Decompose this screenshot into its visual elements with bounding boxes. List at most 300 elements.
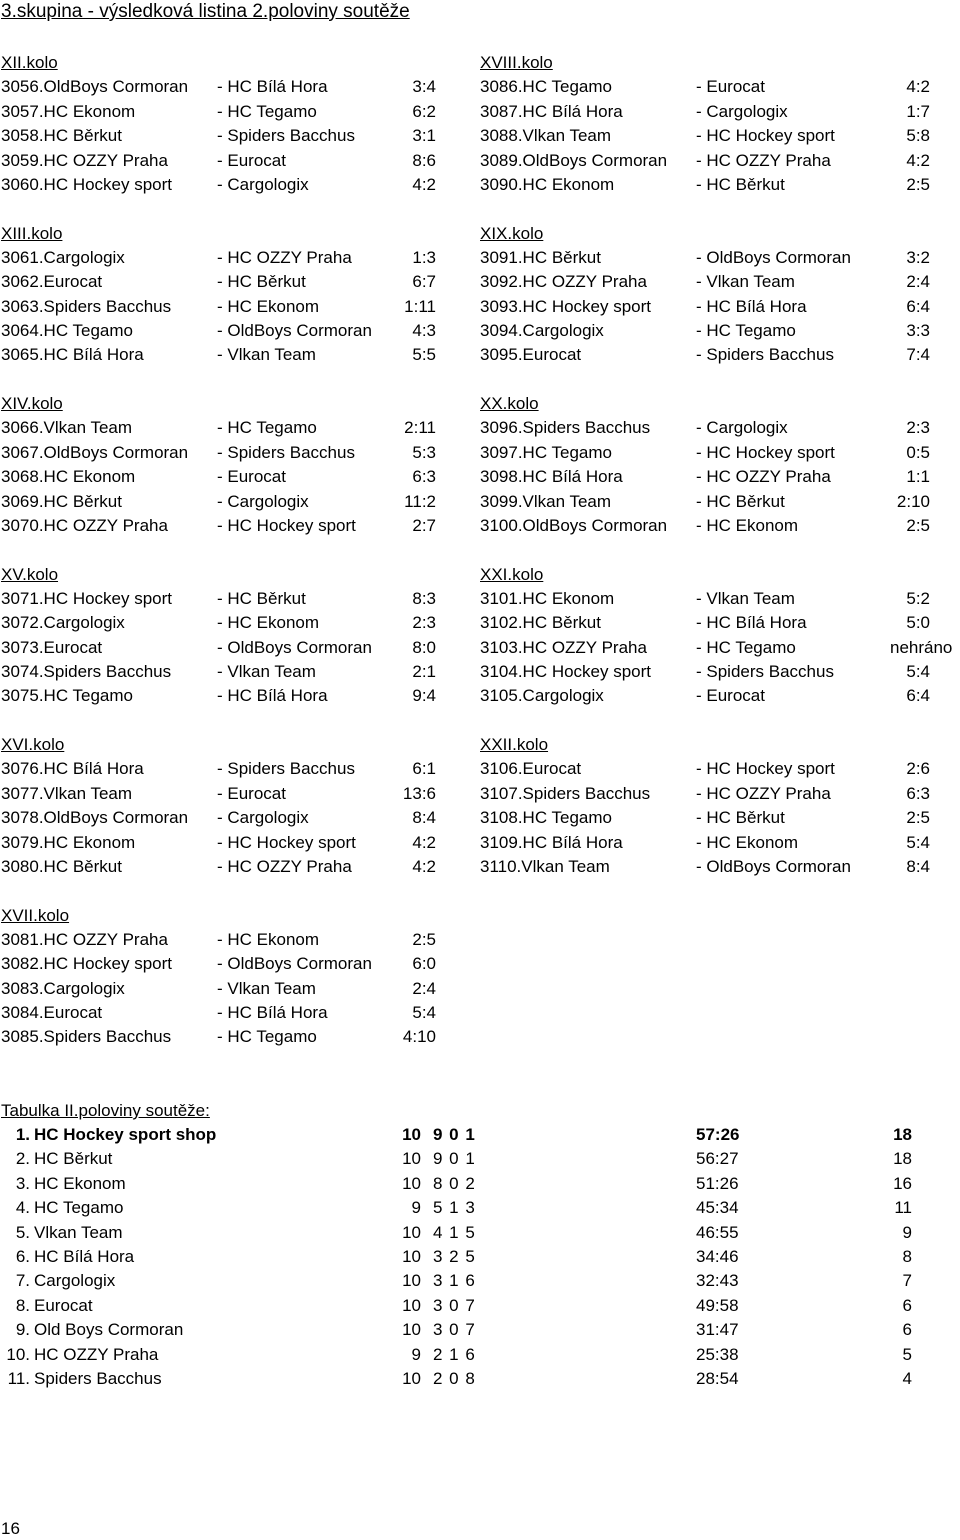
- team-name: HC Běrkut: [34, 1149, 113, 1169]
- round-xviii: [480, 51, 960, 197]
- match-row: [480, 490, 960, 514]
- standings-row: [0, 1318, 960, 1342]
- match-row: [480, 441, 960, 465]
- games-played: 10: [402, 1368, 421, 1388]
- away-team: - OldBoys Cormoran: [217, 637, 372, 657]
- match-row: [480, 75, 960, 99]
- match-row: [480, 636, 960, 660]
- goal-score: 49:58: [696, 1295, 739, 1315]
- match-row: [1, 1025, 471, 1049]
- match-row: [480, 465, 960, 489]
- match-score: 8:4: [906, 856, 930, 876]
- away-team: - Vlkan Team: [696, 588, 795, 608]
- match-score: 6:7: [412, 272, 436, 292]
- match-row: [1, 490, 471, 514]
- home-team: 3102.HC Běrkut: [480, 613, 601, 633]
- points: 7: [902, 1271, 912, 1291]
- games-played: 9: [411, 1344, 421, 1364]
- position: 2.: [15, 1149, 30, 1169]
- match-score: 2:7: [412, 515, 436, 535]
- match-row: [1, 441, 471, 465]
- home-team: 3106.Eurocat: [480, 759, 582, 779]
- win-draw-loss: 3 0 7: [433, 1295, 475, 1315]
- home-team: 3105.Cargologix: [480, 686, 604, 706]
- round-xx: [480, 392, 960, 538]
- match-score: 5:4: [412, 1003, 436, 1023]
- match-score: 8:6: [412, 150, 436, 170]
- position: 4.: [15, 1198, 30, 1218]
- away-team: - HC OZZY Praha: [696, 783, 831, 803]
- match-score: 1:11: [404, 296, 436, 316]
- match-score: 3:1: [412, 126, 436, 146]
- away-team: - HC Bílá Hora: [696, 296, 807, 316]
- standings-row: [0, 1294, 960, 1318]
- away-team: - HC Tegamo: [696, 321, 796, 341]
- points: 9: [902, 1222, 912, 1242]
- standings-row: [0, 1245, 960, 1269]
- match-row: [1, 416, 471, 440]
- home-team: 3109.HC Bílá Hora: [480, 832, 623, 852]
- team-name: HC Hockey sport shop: [34, 1125, 217, 1144]
- match-score: 8:3: [412, 588, 436, 608]
- home-team: 3094.Cargologix: [480, 321, 604, 341]
- away-team: - HC OZZY Praha: [217, 856, 352, 876]
- goal-score: 56:27: [696, 1149, 739, 1169]
- round-xvi: [1, 733, 471, 879]
- home-team: 3063.Spiders Bacchus: [1, 296, 172, 316]
- away-team: - HC Běrkut: [696, 491, 785, 511]
- home-team: 3062.Eurocat: [1, 272, 103, 292]
- away-team: - HC Tegamo: [696, 637, 796, 657]
- away-team: - HC Ekonom: [217, 929, 320, 949]
- home-team: 3081.HC OZZY Praha: [1, 929, 168, 949]
- match-row: [1, 100, 471, 124]
- match-row: [480, 757, 960, 781]
- match-row: [480, 806, 960, 830]
- home-team: 3083.Cargologix: [1, 978, 125, 998]
- match-score: 4:3: [412, 321, 436, 341]
- match-score: 4:2: [412, 856, 436, 876]
- match-score: 4:2: [906, 150, 930, 170]
- points: 18: [893, 1125, 912, 1144]
- round-xiv: [1, 392, 471, 538]
- win-draw-loss: 9 0 1: [433, 1125, 475, 1144]
- team-name: HC Tegamo: [34, 1198, 124, 1218]
- win-draw-loss: 8 0 2: [433, 1173, 475, 1193]
- round-xv: [1, 563, 471, 709]
- home-team: 3068.HC Ekonom: [1, 467, 136, 487]
- away-team: - HC Ekonom: [217, 296, 320, 316]
- standings-title: Tabulka II.poloviny soutěže:: [1, 1101, 210, 1120]
- match-score: 6:3: [906, 783, 930, 803]
- home-team: 3079.HC Ekonom: [1, 832, 136, 852]
- position: 6.: [15, 1246, 30, 1266]
- match-score: 3:3: [906, 321, 930, 341]
- home-team: 3091.HC Běrkut: [480, 247, 601, 267]
- position: 7.: [15, 1271, 30, 1291]
- home-team: 3088.Vlkan Team: [480, 126, 612, 146]
- match-score: 6:1: [412, 759, 436, 779]
- match-score: 6:0: [412, 954, 436, 974]
- points: 11: [894, 1198, 912, 1218]
- goal-score: 57:26: [696, 1125, 740, 1144]
- standings-row: [0, 1196, 960, 1220]
- position: 1.: [15, 1125, 30, 1144]
- points: 4: [902, 1368, 912, 1388]
- win-draw-loss: 4 1 5: [433, 1222, 475, 1242]
- home-team: 3110.Vlkan Team: [480, 856, 610, 876]
- away-team: - Eurocat: [217, 150, 286, 170]
- games-played: 10: [402, 1173, 421, 1193]
- round-xix: [480, 222, 960, 368]
- away-team: - HC Ekonom: [217, 613, 320, 633]
- away-team: - HC Běrkut: [696, 808, 785, 828]
- home-team: 3108.HC Tegamo: [480, 808, 612, 828]
- team-name: Eurocat: [34, 1295, 93, 1315]
- home-team: 3082.HC Hockey sport: [1, 954, 173, 974]
- home-team: 3059.HC OZZY Praha: [1, 150, 168, 170]
- team-name: Spiders Bacchus: [34, 1368, 162, 1388]
- match-row: [1, 831, 471, 855]
- away-team: - HC Bílá Hora: [217, 1003, 328, 1023]
- away-team: - Vlkan Team: [217, 978, 316, 998]
- match-score: 11:2: [404, 491, 436, 511]
- away-team: - Eurocat: [696, 686, 765, 706]
- goal-score: 25:38: [696, 1344, 739, 1364]
- match-row: [480, 831, 960, 855]
- home-team: 3067.OldBoys Cormoran: [1, 442, 189, 462]
- match-row: [1, 465, 471, 489]
- home-team: 3093.HC Hockey sport: [480, 296, 652, 316]
- match-row: [480, 416, 960, 440]
- home-team: 3087.HC Bílá Hora: [480, 101, 623, 121]
- match-row: [1, 757, 471, 781]
- match-score: 8:4: [412, 808, 436, 828]
- match-row: [1, 855, 471, 879]
- away-team: - Eurocat: [696, 77, 765, 97]
- match-score: 13:6: [402, 783, 436, 803]
- match-row: [480, 149, 960, 173]
- home-team: 3058.HC Běrkut: [1, 126, 122, 146]
- home-team: 3103.HC OZZY Praha: [480, 637, 647, 657]
- match-score: 6:4: [906, 296, 930, 316]
- home-team: 3064.HC Tegamo: [1, 321, 133, 341]
- away-team: - HC Ekonom: [696, 515, 799, 535]
- standings-row: [0, 1221, 960, 1245]
- match-row: [480, 173, 960, 197]
- points: 18: [893, 1149, 912, 1169]
- round-xvii: [1, 904, 471, 1050]
- match-score: 2:11: [404, 418, 436, 438]
- home-team: 3061.Cargologix: [1, 247, 125, 267]
- away-team: - HC OZZY Praha: [696, 467, 831, 487]
- match-score: 5:5: [412, 345, 436, 365]
- win-draw-loss: 2 1 6: [433, 1344, 475, 1364]
- away-team: - HC Hockey sport: [696, 759, 835, 779]
- match-score: 1:7: [906, 101, 930, 121]
- home-team: 3069.HC Běrkut: [1, 491, 122, 511]
- win-draw-loss: 9 0 1: [433, 1149, 475, 1169]
- round-title: XXI.kolo: [480, 564, 544, 584]
- match-row: [1, 270, 471, 294]
- away-team: - Eurocat: [217, 467, 286, 487]
- match-score: 2:1: [412, 662, 436, 682]
- match-score: 4:2: [906, 77, 930, 97]
- match-score: 2:5: [906, 808, 930, 828]
- match-score: nehráno: [890, 637, 953, 657]
- home-team: 3076.HC Bílá Hora: [1, 759, 144, 779]
- home-team: 3086.HC Tegamo: [480, 77, 612, 97]
- home-team: 3104.HC Hockey sport: [480, 662, 652, 682]
- position: 9.: [15, 1320, 30, 1340]
- standings-row: [0, 1147, 960, 1171]
- games-played: 10: [402, 1271, 421, 1291]
- match-row: [1, 782, 471, 806]
- match-score: 3:2: [906, 247, 930, 267]
- standings-row: [0, 1269, 960, 1293]
- match-score: 6:2: [412, 101, 436, 121]
- match-row: [1, 75, 471, 99]
- match-row: [480, 684, 960, 708]
- away-team: - HC Bílá Hora: [217, 686, 328, 706]
- team-name: HC Ekonom: [34, 1173, 126, 1193]
- goal-score: 32:43: [696, 1271, 739, 1291]
- standings-row: [0, 1367, 960, 1391]
- home-team: 3073.Eurocat: [1, 637, 103, 657]
- match-row: [480, 295, 960, 319]
- match-row: [1, 806, 471, 830]
- match-row: [480, 855, 960, 879]
- away-team: - Spiders Bacchus: [217, 759, 355, 779]
- round-xxi: [480, 563, 960, 709]
- match-score: 2:3: [412, 613, 436, 633]
- home-team: 3060.HC Hockey sport: [1, 174, 173, 194]
- goal-score: 34:46: [696, 1246, 739, 1266]
- match-score: 4:10: [402, 1027, 436, 1047]
- match-row: [1, 636, 471, 660]
- away-team: - Cargologix: [217, 491, 309, 511]
- away-team: - Cargologix: [217, 808, 309, 828]
- home-team: 3085.Spiders Bacchus: [1, 1027, 172, 1047]
- away-team: - HC OZZY Praha: [217, 247, 352, 267]
- home-team: 3066.Vlkan Team: [1, 418, 133, 438]
- away-team: - Spiders Bacchus: [217, 442, 355, 462]
- points: 6: [902, 1295, 912, 1315]
- standings-row: [0, 1172, 960, 1196]
- match-score: 1:1: [906, 467, 930, 487]
- match-row: [1, 124, 471, 148]
- round-xiii: [1, 222, 471, 368]
- games-played: 10: [402, 1295, 421, 1315]
- away-team: - HC Bílá Hora: [696, 613, 807, 633]
- position: 5.: [15, 1222, 30, 1242]
- games-played: 9: [411, 1198, 421, 1218]
- home-team: 3101.HC Ekonom: [480, 588, 615, 608]
- home-team: 3090.HC Ekonom: [480, 174, 615, 194]
- match-score: 2:6: [906, 759, 930, 779]
- home-team: 3084.Eurocat: [1, 1003, 103, 1023]
- home-team: 3072.Cargologix: [1, 613, 125, 633]
- position: 8.: [15, 1295, 30, 1315]
- away-team: - Cargologix: [696, 101, 788, 121]
- match-row: [480, 514, 960, 538]
- match-row: [480, 782, 960, 806]
- home-team: 3057.HC Ekonom: [1, 101, 136, 121]
- home-team: 3099.Vlkan Team: [480, 491, 612, 511]
- match-row: [1, 149, 471, 173]
- home-team: 3065.HC Bílá Hora: [1, 345, 144, 365]
- match-row: [1, 928, 471, 952]
- match-score: 5:2: [906, 588, 930, 608]
- goal-score: 45:34: [696, 1198, 739, 1218]
- round-title: XV.kolo: [1, 564, 59, 584]
- home-team: 3075.HC Tegamo: [1, 686, 133, 706]
- away-team: - Spiders Bacchus: [696, 345, 834, 365]
- points: 6: [902, 1320, 912, 1340]
- round-title: XIV.kolo: [1, 394, 63, 413]
- match-row: [1, 343, 471, 367]
- position: 11.: [7, 1368, 30, 1388]
- round-title: XXII.kolo: [480, 735, 549, 754]
- standings-row: [0, 1123, 960, 1147]
- match-row: [1, 173, 471, 197]
- away-team: - HC Tegamo: [217, 101, 317, 121]
- match-score: 9:4: [412, 686, 436, 706]
- position: 10.: [6, 1344, 30, 1364]
- round-xii: [1, 51, 471, 197]
- match-score: 2:10: [896, 491, 930, 511]
- standings-table: [0, 1123, 960, 1391]
- match-score: 5:8: [906, 126, 930, 146]
- round-title: XIX.kolo: [480, 223, 544, 243]
- match-row: [480, 319, 960, 343]
- round-title: XX.kolo: [480, 394, 539, 413]
- position: 3.: [15, 1173, 30, 1193]
- away-team: - OldBoys Cormoran: [696, 247, 851, 267]
- match-row: [1, 660, 471, 684]
- away-team: - HC Tegamo: [217, 1027, 317, 1047]
- home-team: 3056.OldBoys Cormoran: [1, 77, 189, 97]
- points: 5: [902, 1344, 912, 1364]
- match-score: 4:2: [412, 174, 436, 194]
- win-draw-loss: 3 2 5: [433, 1246, 475, 1266]
- home-team: 3107.Spiders Bacchus: [480, 783, 651, 803]
- home-team: 3092.HC OZZY Praha: [480, 272, 647, 292]
- games-played: 10: [402, 1320, 421, 1340]
- away-team: - HC Hockey sport: [217, 515, 356, 535]
- match-score: 2:5: [906, 515, 930, 535]
- home-team: 3078.OldBoys Cormoran: [1, 808, 189, 828]
- away-team: - Vlkan Team: [217, 345, 316, 365]
- standings-row: [0, 1343, 960, 1367]
- match-score: 1:3: [412, 247, 436, 267]
- team-name: Cargologix: [34, 1271, 116, 1291]
- round-title: XII.kolo: [1, 53, 58, 72]
- home-team: 3098.HC Bílá Hora: [480, 467, 623, 487]
- match-score: 2:4: [906, 272, 930, 292]
- points: 16: [893, 1173, 912, 1193]
- win-draw-loss: 2 0 8: [433, 1368, 475, 1388]
- page-number: 16: [1, 1519, 20, 1538]
- games-played: 10: [402, 1149, 421, 1169]
- away-team: - HC Ekonom: [696, 832, 799, 852]
- away-team: - Cargologix: [696, 418, 788, 438]
- away-team: - HC Hockey sport: [696, 442, 835, 462]
- match-score: 4:2: [412, 832, 436, 852]
- team-name: HC Bílá Hora: [34, 1246, 135, 1266]
- round-title: XVII.kolo: [1, 905, 70, 925]
- games-played: 10: [402, 1222, 421, 1242]
- round-title: XIII.kolo: [1, 223, 63, 243]
- match-score: 5:0: [906, 613, 930, 633]
- away-team: - Vlkan Team: [217, 662, 316, 682]
- match-row: [480, 660, 960, 684]
- match-row: [1, 319, 471, 343]
- home-team: 3070.HC OZZY Praha: [1, 515, 168, 535]
- match-row: [480, 611, 960, 635]
- page-heading: 3.skupina - výsledková listina 2.poloviny soutěže: [1, 1, 410, 22]
- home-team: 3077.Vlkan Team: [1, 783, 133, 803]
- match-score: 5:3: [412, 442, 436, 462]
- home-team: 3071.HC Hockey sport: [1, 588, 173, 608]
- match-row: [1, 295, 471, 319]
- team-name: HC OZZY Praha: [34, 1344, 159, 1364]
- away-team: - HC Běrkut: [217, 272, 306, 292]
- match-score: 7:4: [906, 345, 930, 365]
- match-score: 6:3: [412, 467, 436, 487]
- away-team: - HC Hockey sport: [217, 832, 356, 852]
- match-row: [480, 343, 960, 367]
- away-team: - OldBoys Cormoran: [696, 856, 851, 876]
- away-team: - OldBoys Cormoran: [217, 321, 372, 341]
- match-row: [1, 246, 471, 270]
- match-score: 2:5: [906, 174, 930, 194]
- away-team: - Spiders Bacchus: [696, 662, 834, 682]
- home-team: 3097.HC Tegamo: [480, 442, 612, 462]
- match-row: [480, 124, 960, 148]
- match-score: 5:4: [906, 832, 930, 852]
- match-score: 2:3: [906, 418, 930, 438]
- match-score: 0:5: [906, 442, 930, 462]
- match-score: 8:0: [412, 637, 436, 657]
- match-row: [1, 587, 471, 611]
- team-name: Vlkan Team: [34, 1222, 123, 1242]
- goal-score: 31:47: [696, 1320, 739, 1340]
- match-row: [1, 977, 471, 1001]
- match-row: [480, 587, 960, 611]
- match-row: [1, 952, 471, 976]
- games-played: 10: [402, 1246, 421, 1266]
- win-draw-loss: 5 1 3: [433, 1198, 475, 1218]
- games-played: 10: [402, 1125, 421, 1144]
- away-team: - HC Běrkut: [217, 588, 306, 608]
- home-team: 3095.Eurocat: [480, 345, 582, 365]
- away-team: - Cargologix: [217, 174, 309, 194]
- match-score: 3:4: [412, 77, 436, 97]
- home-team: 3096.Spiders Bacchus: [480, 418, 651, 438]
- away-team: - Eurocat: [217, 783, 286, 803]
- team-name: Old Boys Cormoran: [34, 1320, 184, 1340]
- round-title: XVI.kolo: [1, 735, 65, 754]
- match-row: [1, 611, 471, 635]
- goal-score: 51:26: [696, 1173, 739, 1193]
- match-row: [480, 270, 960, 294]
- away-team: - HC OZZY Praha: [696, 150, 831, 170]
- away-team: - OldBoys Cormoran: [217, 954, 372, 974]
- win-draw-loss: 3 0 7: [433, 1320, 475, 1340]
- away-team: - HC Běrkut: [696, 174, 785, 194]
- away-team: - Spiders Bacchus: [217, 126, 355, 146]
